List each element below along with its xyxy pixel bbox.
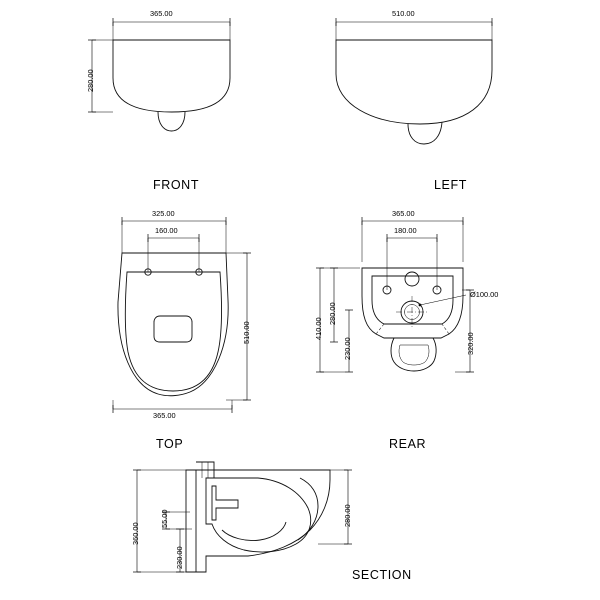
dim-rear-height-total: 410.00 [314,317,323,340]
front-width-dimension [113,18,230,40]
dim-section-offset-mid: 55.00 [160,509,169,528]
dim-rear-height-mid: 280.00 [328,302,337,325]
dim-top-outer-width: 325.00 [152,209,175,218]
dim-section-height-left: 360.00 [131,522,140,545]
rear-height-320-dimension [455,290,474,372]
dim-top-bottom-width: 365.00 [153,411,176,420]
dim-rear-bolt-spacing: 180.00 [394,226,417,235]
view-label-top: TOP [156,437,184,451]
dim-section-offset-low: 230.00 [175,546,184,569]
dim-rear-height-low: 230.00 [343,337,352,360]
dim-front-height: 280.00 [86,69,95,92]
view-label-left: LEFT [434,178,467,192]
rear-width-dimension [362,217,463,262]
dim-rear-outlet-diameter: Ø100.00 [470,290,499,299]
left-view-body [336,40,492,144]
dim-rear-width: 365.00 [392,209,415,218]
dim-top-depth: 510.00 [242,321,251,344]
dim-rear-height-right: 320.00 [466,332,475,355]
dim-top-bolt-spacing: 160.00 [155,226,178,235]
dim-front-width: 365.00 [150,9,173,18]
dim-section-height-right: 280.00 [343,504,352,527]
left-width-dimension [336,18,492,40]
front-view-body [113,40,230,131]
top-view-body [118,253,228,396]
view-label-rear: REAR [389,437,427,451]
rear-view-body [362,268,463,371]
rear-outlet-leader [419,295,466,306]
top-width-dimension [122,217,226,253]
rear-bolt-spacing-dimension [387,234,437,290]
dim-left-width: 510.00 [392,9,415,18]
view-label-section: SECTION [352,568,412,582]
view-label-front: FRONT [153,178,200,192]
section-view-body [186,462,330,572]
